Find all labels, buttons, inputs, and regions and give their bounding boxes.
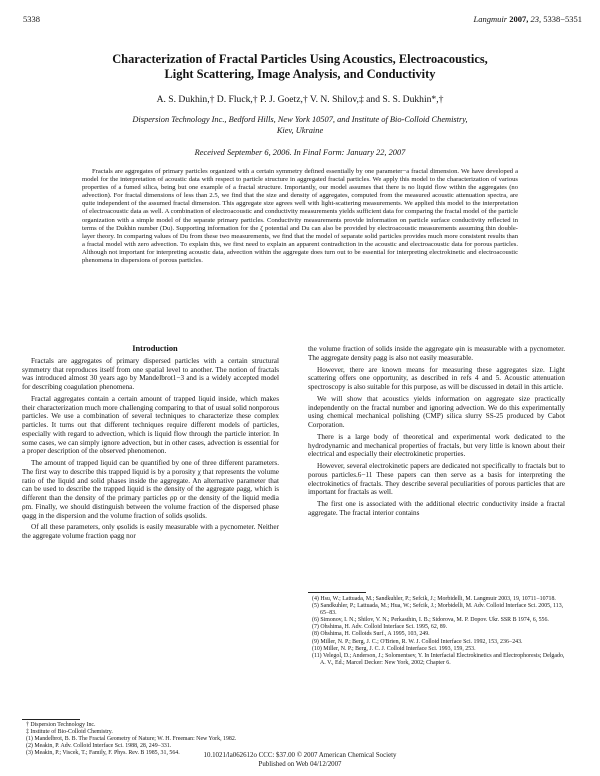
right-footnotes (308, 596, 565, 667)
section-heading-introduction: Introduction (132, 344, 178, 353)
footnote-divider-right (308, 592, 366, 593)
author-list: A. S. Dukhin,† D. Fluck,† P. J. Goetz,† V. N. Shilov,‡ and S. S. Dukhin*,† (156, 94, 444, 105)
intro-paragraph-3: The amount of trapped liquid can be quantified by one of three different parameters. The first way to describe this trapped liquid is by a porosity χ that represents the volume ratio of the liquid and solid phases inside the aggregate. An alternative parameter that can be used to describe the trapped liquid is the density of the aggregate ρagg, which is different than the density of the primary particles ρp or the density of the liquid media ρm. Finally, we should distinguish between the volume fraction of the dispersed phase φagg in the dispersion and the volume fraction of solids φsolids. (22, 459, 279, 520)
reference: (5) Sandkuhler, P.; Lattuada, M.; Hua, W.; Sefcik, J.; Morbidelli, M. Adv. Colloid Interface Sci. 2005, 113, 65−83. (312, 603, 564, 617)
reference: (6) Simonov, I. N.; Shilov, V. N.; Perkasthin, I. B.; Sidorova, M. P. Dopov. Ukr. SSR B 1974, 6, 556. (312, 617, 549, 624)
page-footer (40, 752, 560, 769)
reference: (1) Mandelbrot, B. B. The Fractal Geometry of Nature; W. H. Freeman: New York, 1982. (26, 736, 237, 743)
abstract-text: Fractals are aggregates of primary particles organized with a certain symmetry defined essentially by one parameter−a fractal dimension. We have developed a model for the interpretation of acoustic data with respect to particle structure in aggregated fractal particles. We apply this model to the characterization of various properties of a fumed silica, being but one example of a fractal structure. Importantly, our model assumes that there is no liquid flow within the aggregates (no advection). For fractal dimensions of less than 2.5, we find that the size and density of aggregates, computed from the measured acoustic attenuation spectra, are quite independent of the assumed fractal dimension. This aggregate size agrees well with light-scattering measurements. We applied this model to the interpretation of electroacoustic data as well. A combination of electroacoustic and conductivity measurements yields sufficient data for comparing the fractal model of the particle organization with a simple model of the separate primary particles. Conductivity measurements provide information on particle surface conductivity reflected in terms of the Dukhin number (Du). Supporting information for the ζ potential and Du can also be provided by electroacoustic measurements assuming thin double-layer theory. In comparing values of Du from these two measurements, we find that the model of separate solid particles provides much more consistent results than a fractal model with zero advection. To explain this, we first need to explain an apparent contradiction in the acoustic and electroacoustic data for porous particles. Although not important for interpreting acoustic data, advection within the aggregate does turn out to be essential for interpreting electrokinetic and electroacoustic phenomena in dispersions of porous particles. (82, 168, 518, 265)
reference: (3) Meakin, P.; Viscek, T.; Family, F. Phys. Rev. B 1985, 31, 564. (26, 750, 180, 757)
title-line-1: Characterization of Fractal Particles Using Acoustics, Electroacoustics, (112, 52, 488, 66)
running-header (474, 14, 582, 24)
reference: (11) Velegol, D.; Anderson, J.; Solomentsev, Y. In Interfacial Electrokinetics and Electrophoresis; Delgado, A. V., Ed.; Marcel Decker: New York, 2002; Chapter 6. (312, 652, 565, 666)
reference: (10) Miller, N. P.; Berg, J. C. J. Colloid Interface Sci. 1993, 159, 253. (312, 645, 476, 652)
affiliation-line-1: Dispersion Technology Inc., Bedford Hills, New York 10507, and Institute of Bio-Colloid Chemistry, (132, 115, 468, 124)
reference: (8) Ohshima, H. Colloids Surf., A 1995, 103, 249. (312, 631, 430, 638)
intro-paragraph-10: The first one is associated with the additional electric conductivity inside a fractal aggregate. The fractal interior contains (308, 500, 565, 517)
intro-paragraph-5: the volume fraction of solids inside the aggregate φin is measurable with a pycnometer. The aggregate density ρagg is also not easily measurable. (308, 345, 565, 362)
intro-paragraph-9: However, several electrokinetic papers are dedicated not specifically to fractals but to porous particles.6−11 These papers can then serve as a basis for interpreting the electrokinetics of fractals. They describe several peculiarities of porous particles that are important for fractals as well. (308, 462, 565, 497)
journal-pages: 5338−5351 (543, 14, 582, 24)
affiliations (60, 114, 540, 136)
footnote: † Dispersion Technology Inc. (26, 722, 96, 728)
reference: (7) Ohshima, H. Adv. Colloid Interface Sci. 1995, 62, 89. (312, 624, 448, 631)
doi-line: 10.1021/la062612o CCC: $37.00 © 2007 American Chemical Society (203, 752, 397, 759)
reference: (9) Miller, N. P.; Berg, J. C.; O'Brien, R. W. J. Colloid Interface Sci. 1992, 153, 236−243. (312, 638, 523, 645)
footnote-divider-left (22, 719, 80, 720)
right-column (308, 345, 565, 521)
journal-volume: 23, (530, 14, 542, 24)
article-title (40, 52, 560, 82)
footnote: ‡ Institute of Bio-Colloid Chemistry. (26, 729, 113, 736)
reference: (4) Hsu, W.; Lattuada, M.; Sandkuhler, P.; Sefcik, J.; Morbidelli, M. Langmuir 2003, 19, 10711−10718. (312, 596, 556, 602)
intro-paragraph-6: However, there are known means for measuring these aggregates size. Light scattering offers one opportunity, as described in refs 4 and 5. Acoustic attenuation spectroscopy is also suitable for this purpose, as will be discussed in detail in this article. (308, 365, 565, 391)
published-line: Published on Web 04/12/2007 (258, 760, 342, 768)
intro-paragraph-8: There is a large body of theoretical and experimental work dedicated to the hydrodynamic and mechanical properties of fractals, but very little is known about their electrical and especially their electrokinetic properties. (308, 432, 565, 459)
affiliation-line-2: Kiev, Ukraine (276, 126, 324, 135)
intro-paragraph-7: We will show that acoustics yields information on aggregate size practically independently on the fractal number and ignoring advection. We do this experimentally using chemical mechanical polishing (CMP) silica slurry SS-25 produced by Cabot Corporation. (308, 394, 565, 429)
journal-name: Langmuir (473, 14, 508, 24)
intro-paragraph-4: Of all these parameters, only φsolids is easily measurable with a pycnometer. Neither the aggregate volume fraction φagg nor (22, 523, 279, 540)
journal-year: 2007, (509, 14, 529, 24)
left-column (22, 345, 279, 544)
abstract (82, 168, 518, 265)
page-number: 5338 (23, 14, 40, 24)
received-dates: Received September 6, 2006. In Final Form: January 22, 2007 (194, 148, 406, 157)
reference: (2) Meakin, P. Adv. Colloid Interface Sci. 1988, 28, 249−331. (26, 743, 172, 750)
intro-paragraph-1: Fractals are aggregates of primary dispersed particles with a certain structural symmetry that reproduces itself from one spatial level to another. The notion of fractals was introduced almost 30 years ago by Mandelbrot1−3 and is a widely accepted model for describing coagulation phenomena. (22, 356, 279, 391)
intro-paragraph-2: Fractal aggregates contain a certain amount of trapped liquid inside, which makes their characterization much more challenging comparing to that of usual solid nonporous particles. We use a combination of several techniques to characterize these complex particles. It turns out that different techniques require different models of particles, especially with regard to advection, which is liquid flow through the particle interior. In some cases, we can simply ignore advection, but in other cases, advection is essential for a proper description of the observed phenomenon. (22, 394, 279, 456)
title-line-2: Light Scattering, Image Analysis, and Conductivity (164, 67, 436, 81)
